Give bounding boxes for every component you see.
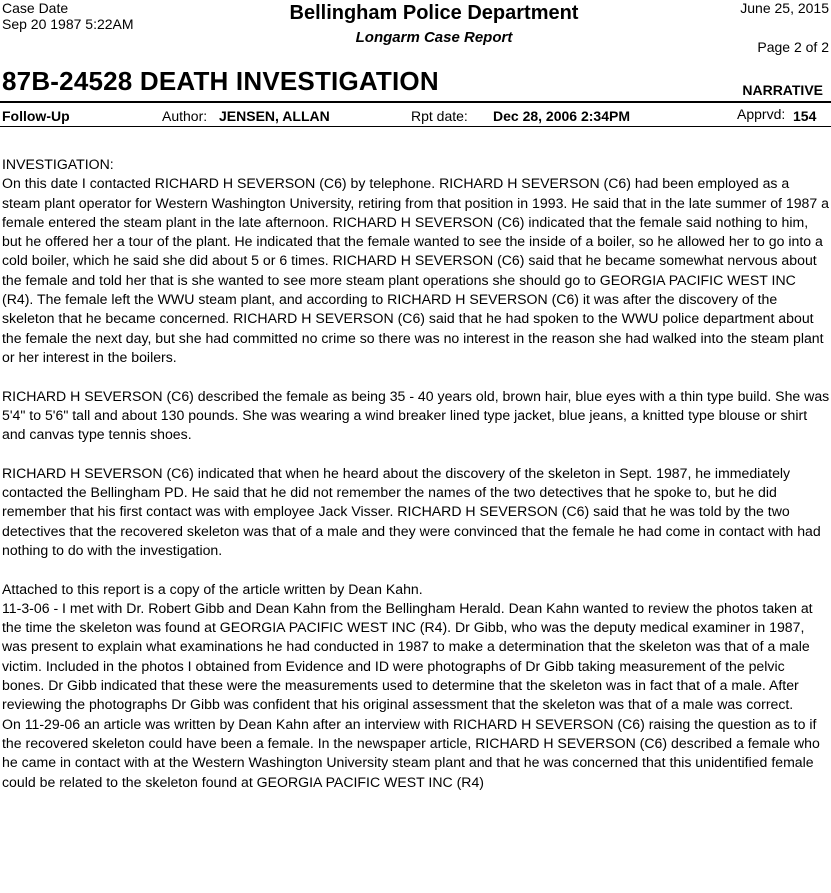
- narrative-paragraph: On this date I contacted RICHARD H SEVERSON (C6) by telephone. RICHARD H SEVERSON (C6) had been employed as a steam plant operator for Western Washington University, retiring from that position in 1993. He said that in the late summer of 1987 a female entered the steam plant in the late afternoon. RICHARD H SEVERSON (C6) indicated that the female said nothing to him, but he offered her a tour of the plant. He indicated that the female wanted to see the inside of a boiler, so he allowed her to go into a cold boiler, which he said she did about 5 or 6 times. RICHARD H SEVERSON (C6) said that he became somewhat nervous about the female and told her that is she wanted to see more steam plant operations she should go to GEORGIA PACIFIC WEST INC (R4). The female left the WWU steam plant, and according to RICHARD H SEVERSON (C6) it was after the discovery of the skeleton that he became concerned. RICHARD H SEVERSON (C6) said that he had spoken to the WWU police department about the female the next day, but she had committed no crime so there was no interest in the reason she had walked into the steam plant or her interest in the boilers.: [2, 175, 829, 365]
- report-date-value: Dec 28, 2006 2:34PM: [493, 108, 630, 124]
- approved-label: Apprvd:: [737, 106, 786, 122]
- narrative-paragraph: Attached to this report is a copy of the article written by Dean Kahn.: [2, 580, 423, 597]
- narrative-body: [2, 155, 830, 792]
- case-date-value: Sep 20 1987 5:22AM: [2, 16, 134, 32]
- print-date: June 25, 2015: [740, 0, 829, 16]
- narrative-heading: INVESTIGATION:: [2, 156, 114, 172]
- narrative-paragraph: RICHARD H SEVERSON (C6) indicated that when he heard about the discovery of the skeleton in Sept. 1987, he immediately contacted the Bellingham PD. He said that he did not remember the names of the two detectives that he spoke to, but he did remember that his first contact was with employee Jack Visser. RICHARD H SEVERSON (C6) said that he was told by the two detectives that the recovered skeleton was that of a male and they were convinced that the female he had come in contact with had nothing to do with the investigation.: [2, 464, 821, 558]
- author-value: JENSEN, ALLAN: [219, 108, 330, 124]
- case-date-label: Case Date: [2, 0, 69, 16]
- report-date-label: Rpt date:: [411, 108, 468, 124]
- page-number: Page 2 of 2: [757, 39, 829, 55]
- narrative-paragraph: On 11-29-06 an article was written by Dean Kahn after an interview with RICHARD H SEVERSON (C6) raising the question as to if the recovered skeleton could have been a female. In the newspaper article, RICHARD H SEVERSON (C6) described a female who he came in contact with at the Western Washington University steam plant and that he was concerned that this unidentified female could be related to the skeleton found at GEORGIA PACIFIC WEST INC (R4): [2, 715, 820, 790]
- narrative-paragraph: RICHARD H SEVERSON (C6) described the female as being 35 - 40 years old, brown hair, blue eyes with a thin type build. She was 5'4" to 5'6" tall and about 130 pounds. She was wearing a wind breaker lined type jacket, blue jeans, a knitted type blouse or shirt and canvas type tennis shoes.: [2, 387, 830, 443]
- narrative-paragraph: 11-3-06 - I met with Dr. Robert Gibb and Dean Kahn from the Bellingham Herald. Dean Kahn wanted to review the photos taken at the time the skeleton was found at GEORGIA PACIFIC WEST INC (R4). Dr Gibb, who was the deputy medical examiner in 1987, was present to explain what examinations he had conducted in 1987 to make a determination that the skeleton was that of a male victim. Included in the photos I obtained from Evidence and ID were photographs of Dr Gibb taking measurement of the pelvic bones. Dr Gibb indicated that these were the measurements used to determine that the skeleton was in fact that of a male. After reviewing the photographs Dr Gibb was confident that his original assessment that the skeleton was that of a male was correct.: [2, 599, 813, 713]
- author-label: Author:: [162, 108, 208, 124]
- meta-divider: [0, 126, 831, 127]
- approved-value: 154: [793, 108, 817, 124]
- report-type: Follow-Up: [2, 108, 70, 124]
- case-title: 87B-24528 DEATH INVESTIGATION: [2, 66, 439, 96]
- header-divider: [0, 101, 831, 103]
- report-subtitle: Longarm Case Report: [355, 29, 513, 46]
- department-title: Bellingham Police Department: [289, 2, 579, 24]
- section-label: NARRATIVE: [742, 82, 823, 98]
